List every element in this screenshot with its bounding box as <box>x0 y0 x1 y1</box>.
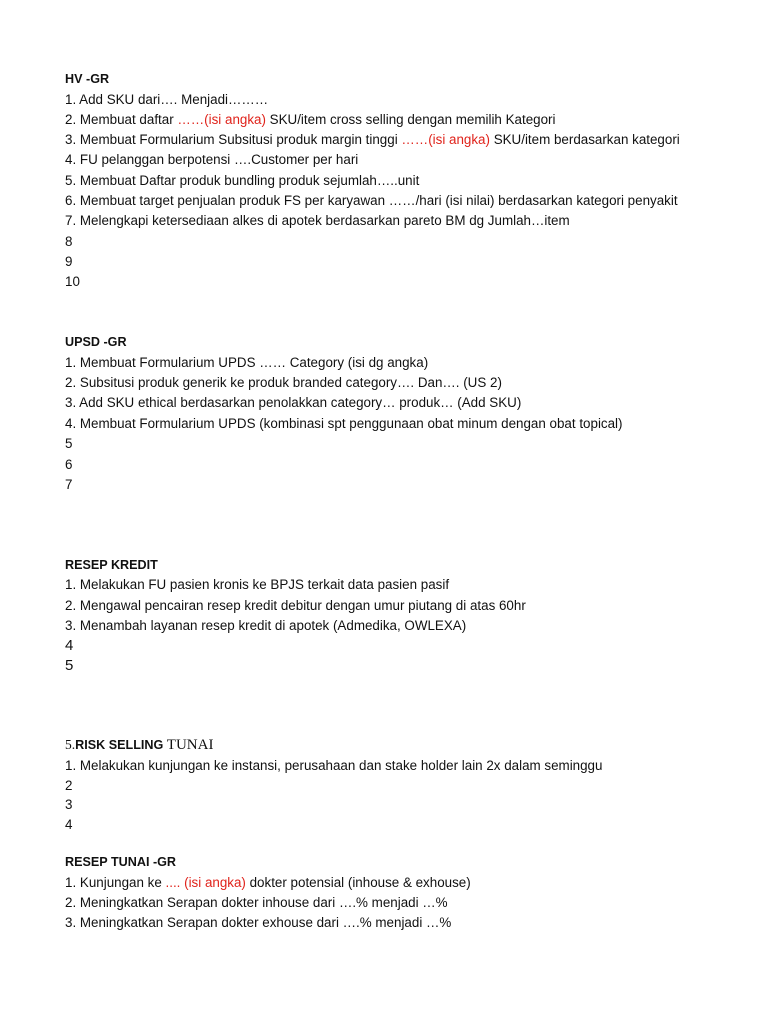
risk-selling-title-serif: TUNAI <box>166 737 214 753</box>
hv-item-3-text-b: SKU/item berdasarkan kategori <box>489 132 680 147</box>
resep-tunai-item-1 <box>65 874 471 892</box>
upsd-item-6: 6 <box>65 457 73 472</box>
hv-item-1: 1. Add SKU dari…. Menjadi……… <box>65 92 269 107</box>
hv-item-4: 4. FU pelanggan berpotensi ….Customer per hari <box>65 152 359 167</box>
hv-item-6: 6. Membuat target penjualan produk FS per karyawan ……/hari (isi nilai) berdasarkan kategori penyakit <box>65 193 678 208</box>
section-title-upsd: UPSD -GR <box>65 335 127 349</box>
hv-item-3-placeholder: ……(isi angka) <box>401 132 490 147</box>
resep-kredit-item-4: 4 <box>65 637 74 654</box>
resep-tunai-item-3: 3. Meningkatkan Serapan dokter exhouse dari ….% menjadi …% <box>65 915 452 930</box>
hv-item-3 <box>65 131 680 149</box>
resep-kredit-item-1: 1. Melakukan FU pasien kronis ke BPJS terkait data pasien pasif <box>65 577 450 592</box>
resep-tunai-item-2: 2. Meningkatkan Serapan dokter inhouse dari ….% menjadi …% <box>65 895 448 910</box>
hv-item-9: 9 <box>65 254 73 269</box>
hv-item-3-text-a: 3. Membuat Formularium Subsitusi produk margin tinggi <box>65 132 402 147</box>
section-title-resep-kredit: RESEP KREDIT <box>65 558 158 572</box>
resep-kredit-item-5: 5 <box>65 657 74 674</box>
hv-item-7: 7. Melengkapi ketersediaan alkes di apotek berdasarkan pareto BM dg Jumlah…item <box>65 213 570 228</box>
hv-item-2-placeholder: ……(isi angka) <box>177 112 266 127</box>
risk-selling-title-bold: RISK SELLING <box>75 738 167 752</box>
upsd-item-5: 5 <box>65 436 73 451</box>
resep-tunai-item-1-text-b: dokter potensial (inhouse & exhouse) <box>245 875 471 890</box>
hv-item-2-text-b: SKU/item cross selling dengan memilih Kategori <box>265 112 556 127</box>
hv-item-2-text-a: 2. Membuat daftar <box>65 112 178 127</box>
upsd-item-7: 7 <box>65 477 73 492</box>
risk-selling-number: 5. <box>65 737 76 752</box>
resep-kredit-item-2: 2. Mengawal pencairan resep kredit debitur dengan umur piutang di atas 60hr <box>65 598 526 613</box>
upsd-item-3: 3. Add SKU ethical berdasarkan penolakkan category… produk… (Add SKU) <box>65 395 522 410</box>
risk-selling-item-4: 4 <box>65 817 73 832</box>
section-title-risk-selling <box>65 736 213 754</box>
section-title-hv: HV -GR <box>65 72 110 86</box>
upsd-item-1: 1. Membuat Formularium UPDS …… Category (isi dg angka) <box>65 355 429 370</box>
hv-item-8: 8 <box>65 234 73 249</box>
resep-kredit-item-3: 3. Menambah layanan resep kredit di apotek (Admedika, OWLEXA) <box>65 618 467 633</box>
hv-item-5: 5. Membuat Daftar produk bundling produk sejumlah…..unit <box>65 173 420 188</box>
risk-selling-item-2: 2 <box>65 778 73 793</box>
upsd-item-2: 2. Subsitusi produk generik ke produk branded category…. Dan…. (US 2) <box>65 375 502 390</box>
section-title-resep-tunai: RESEP TUNAI -GR <box>65 855 177 869</box>
upsd-item-4: 4. Membuat Formularium UPDS (kombinasi spt penggunaan obat minum dengan obat topical) <box>65 416 623 431</box>
resep-tunai-item-1-text-a: 1. Kunjungan ke <box>65 875 166 890</box>
hv-item-10: 10 <box>65 274 80 289</box>
resep-tunai-item-1-placeholder: .... (isi angka) <box>165 875 246 890</box>
risk-selling-item-3: 3 <box>65 797 73 812</box>
hv-item-2 <box>65 111 555 129</box>
risk-selling-item-1: 1. Melakukan kunjungan ke instansi, perusahaan dan stake holder lain 2x dalam seminggu <box>65 758 603 773</box>
